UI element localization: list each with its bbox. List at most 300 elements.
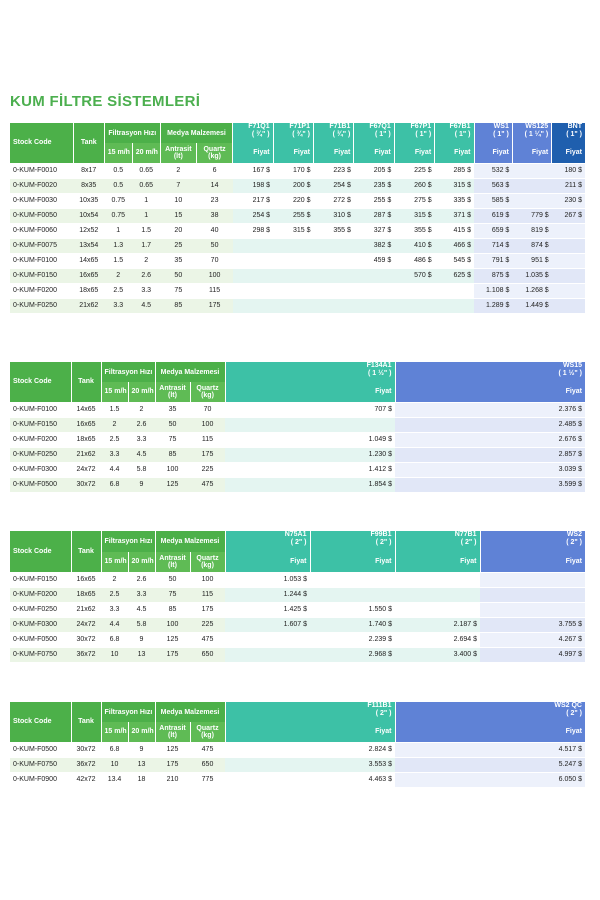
table-row xyxy=(10,253,585,268)
valve-size: ( 1" ) xyxy=(375,131,391,138)
price-cell: 1.740 $ xyxy=(310,617,395,632)
price-cell: 1.230 $ xyxy=(225,447,395,462)
speed-20-cell: 3.3 xyxy=(128,587,155,602)
valve-name: F67Q1 xyxy=(369,123,391,130)
stock-code-cell: 0-KUM-F0250 xyxy=(10,447,71,462)
price-cell xyxy=(395,587,480,602)
price-cell: 255 $ xyxy=(354,193,394,208)
price-cell: 4.997 $ xyxy=(480,647,585,662)
valve-size: ( 1 ¼" ) xyxy=(524,131,549,138)
price-cell: 6.050 $ xyxy=(395,772,585,787)
valve-name: F71Q1 xyxy=(248,123,270,130)
price-cell: 563 $ xyxy=(474,178,512,193)
antrasit-cell: 20 xyxy=(160,223,196,238)
price-cell: 217 $ xyxy=(233,193,273,208)
quartz-label: Quartz xyxy=(196,384,219,392)
header-speed-20: 20 m/h xyxy=(128,722,155,742)
price-cell xyxy=(394,283,434,298)
speed-15-cell: 6.8 xyxy=(101,742,128,757)
valve-name: F111B1 xyxy=(367,702,392,709)
price-cell: 315 $ xyxy=(273,223,313,238)
header-price: Fiyat xyxy=(310,552,395,572)
speed-15-cell: 2.5 xyxy=(104,283,132,298)
valve-size: ( 1 ½" ) xyxy=(558,370,582,377)
quartz-unit: (kg) xyxy=(201,731,214,739)
table-row xyxy=(10,298,585,313)
price-cell xyxy=(233,298,273,313)
header-price: Fiyat xyxy=(480,552,585,572)
price-cell xyxy=(395,602,480,617)
header-valve-2 xyxy=(313,123,353,143)
antrasit-cell: 175 xyxy=(155,757,190,772)
antrasit-unit: (lt) xyxy=(168,391,177,399)
valve-name: F67P1 xyxy=(410,123,432,130)
price-cell: 875 $ xyxy=(474,268,512,283)
price-cell: 791 $ xyxy=(474,253,512,268)
price-cell: 327 $ xyxy=(354,223,394,238)
price-cell xyxy=(354,283,394,298)
speed-20-cell: 4.5 xyxy=(132,298,160,313)
table-row xyxy=(10,572,585,587)
header-price: Fiyat xyxy=(395,382,585,402)
price-cell xyxy=(273,238,313,253)
valve-size: ( 2" ) xyxy=(290,539,307,546)
header-tank: Tank xyxy=(73,123,104,163)
table-row xyxy=(10,283,585,298)
header-tank: Tank xyxy=(71,702,101,742)
price-cell xyxy=(354,298,394,313)
table-row xyxy=(10,208,585,223)
stock-code-cell: 0-KUM-F0750 xyxy=(10,757,71,772)
header-valve-3 xyxy=(480,531,585,552)
price-cell: 3.599 $ xyxy=(395,477,585,492)
quartz-cell: 475 xyxy=(190,742,225,757)
price-cell: 3.755 $ xyxy=(480,617,585,632)
antrasit-cell: 2 xyxy=(160,163,196,178)
price-cell xyxy=(552,298,585,313)
header-valve-1 xyxy=(273,123,313,143)
tank-cell: 8x17 xyxy=(73,163,104,178)
price-cell: 1.425 $ xyxy=(225,602,310,617)
price-cell: 205 $ xyxy=(354,163,394,178)
valve-name: WS2 QC xyxy=(554,702,582,709)
header-valve-7 xyxy=(512,123,551,143)
speed-15-cell: 4.4 xyxy=(101,462,128,477)
price-cell: 3.553 $ xyxy=(225,757,395,772)
price-cell xyxy=(313,268,353,283)
quartz-cell: 40 xyxy=(196,223,232,238)
price-cell: 1.449 $ xyxy=(512,298,551,313)
valve-size: ( 2" ) xyxy=(375,539,392,546)
price-cell xyxy=(225,632,310,647)
speed-15-cell: 3.3 xyxy=(101,447,128,462)
price-cell xyxy=(225,647,310,662)
tank-cell: 36x72 xyxy=(71,647,101,662)
speed-20-cell: 1 xyxy=(132,193,160,208)
price-cell xyxy=(233,253,273,268)
stock-code-cell: 0-KUM-F0500 xyxy=(10,632,71,647)
header-media: Medya Malzemesi xyxy=(160,123,233,143)
stock-code-cell: 0-KUM-F0100 xyxy=(10,253,73,268)
valve-size: ( 1" ) xyxy=(415,131,432,138)
antrasit-label: Antrasit xyxy=(165,145,192,153)
tank-cell: 24x72 xyxy=(71,617,101,632)
price-cell: 287 $ xyxy=(354,208,394,223)
price-cell xyxy=(313,238,353,253)
valve-name: WS125 xyxy=(525,123,549,130)
price-cell xyxy=(313,253,353,268)
price-cell xyxy=(273,268,313,283)
table-row xyxy=(10,757,585,772)
price-cell: 819 $ xyxy=(512,223,551,238)
header-speed-15: 15 m/h xyxy=(101,722,128,742)
header-media: Medya Malzemesi xyxy=(155,362,225,382)
stock-code-cell: 0-KUM-F0150 xyxy=(10,572,71,587)
price-cell: 225 $ xyxy=(394,163,434,178)
speed-20-cell: 3.3 xyxy=(132,283,160,298)
tank-cell: 14x65 xyxy=(73,253,104,268)
price-cell: 874 $ xyxy=(512,238,551,253)
header-speed-15: 15 m/h xyxy=(104,143,132,163)
price-cell: 1.412 $ xyxy=(225,462,395,477)
table-row xyxy=(10,223,585,238)
speed-15-cell: 0.75 xyxy=(104,208,132,223)
tank-cell: 13x54 xyxy=(73,238,104,253)
valve-name: F67B1 xyxy=(449,123,471,130)
header-stock-code: Stock Code xyxy=(10,123,73,163)
price-table-3 xyxy=(10,531,585,662)
table-row xyxy=(10,742,585,757)
table-row xyxy=(10,462,585,477)
antrasit-cell: 175 xyxy=(155,647,190,662)
tank-cell: 21x62 xyxy=(71,602,101,617)
price-cell: 382 $ xyxy=(354,238,394,253)
price-cell: 415 $ xyxy=(435,223,474,238)
quartz-cell: 23 xyxy=(196,193,232,208)
valve-size: ( 2" ) xyxy=(375,710,392,717)
price-cell xyxy=(480,587,585,602)
price-cell: 335 $ xyxy=(435,193,474,208)
tank-cell: 16x65 xyxy=(71,417,101,432)
speed-20-cell: 5.8 xyxy=(128,462,155,477)
price-cell xyxy=(313,283,353,298)
header-price: Fiyat xyxy=(395,722,585,742)
tank-cell: 14x65 xyxy=(71,402,101,417)
header-stock-code: Stock Code xyxy=(10,362,71,402)
speed-15-cell: 1.5 xyxy=(101,402,128,417)
valve-name: F71B1 xyxy=(329,123,351,130)
tank-cell: 18x65 xyxy=(71,432,101,447)
quartz-cell: 100 xyxy=(190,417,225,432)
price-cell xyxy=(310,572,395,587)
header-price: Fiyat xyxy=(395,552,480,572)
valve-size: ( 1" ) xyxy=(493,131,509,138)
speed-20-cell: 5.8 xyxy=(128,617,155,632)
speed-15-cell: 3.3 xyxy=(104,298,132,313)
header-valve-2 xyxy=(395,531,480,552)
stock-code-cell: 0-KUM-F0050 xyxy=(10,208,73,223)
quartz-cell: 100 xyxy=(196,268,232,283)
valve-size: ( ¾" ) xyxy=(332,131,351,138)
price-cell: 3.039 $ xyxy=(395,462,585,477)
speed-15-cell: 3.3 xyxy=(101,602,128,617)
price-cell: 619 $ xyxy=(474,208,512,223)
header-valve-0 xyxy=(225,702,395,722)
header-stock-code: Stock Code xyxy=(10,702,71,742)
header-filtration: Filtrasyon Hızı xyxy=(101,531,155,552)
stock-code-cell: 0-KUM-F0300 xyxy=(10,617,71,632)
header-price: Fiyat xyxy=(313,143,353,163)
price-cell: 2.694 $ xyxy=(395,632,480,647)
speed-20-cell: 0.65 xyxy=(132,178,160,193)
table-row xyxy=(10,447,585,462)
header-media: Medya Malzemesi xyxy=(155,702,225,722)
table-row xyxy=(10,602,585,617)
tank-cell: 18x65 xyxy=(71,587,101,602)
stock-code-cell: 0-KUM-F0030 xyxy=(10,193,73,208)
quartz-cell: 115 xyxy=(190,587,225,602)
price-cell xyxy=(512,178,551,193)
price-cell: 355 $ xyxy=(394,223,434,238)
price-cell: 310 $ xyxy=(313,208,353,223)
price-cell: 272 $ xyxy=(313,193,353,208)
antrasit-cell: 75 xyxy=(160,283,196,298)
price-cell xyxy=(395,572,480,587)
price-cell: 585 $ xyxy=(474,193,512,208)
speed-20-cell: 2.6 xyxy=(128,417,155,432)
header-speed-20: 20 m/h xyxy=(128,382,155,402)
header-tank: Tank xyxy=(71,362,101,402)
price-cell xyxy=(310,587,395,602)
stock-code-cell: 0-KUM-F0150 xyxy=(10,268,73,283)
price-cell: 211 $ xyxy=(552,178,585,193)
price-cell xyxy=(225,417,395,432)
tank-cell: 36x72 xyxy=(71,757,101,772)
price-cell: 5.247 $ xyxy=(395,757,585,772)
price-cell xyxy=(552,283,585,298)
antrasit-unit: (lt) xyxy=(173,152,183,160)
price-cell: 198 $ xyxy=(233,178,273,193)
price-cell: 2.485 $ xyxy=(395,417,585,432)
price-cell: 4.517 $ xyxy=(395,742,585,757)
stock-code-cell: 0-KUM-F0100 xyxy=(10,402,71,417)
stock-code-cell: 0-KUM-F0150 xyxy=(10,417,71,432)
header-price: Fiyat xyxy=(225,552,310,572)
antrasit-label: Antrasit xyxy=(159,724,186,732)
price-cell xyxy=(354,268,394,283)
price-cell: 459 $ xyxy=(354,253,394,268)
valve-size: ( 1 ½" ) xyxy=(367,370,392,377)
page-title: KUM FİLTRE SİSTEMLERİ xyxy=(10,93,201,110)
header-speed-20: 20 m/h xyxy=(132,143,160,163)
antrasit-cell: 25 xyxy=(160,238,196,253)
tank-cell: 12x52 xyxy=(73,223,104,238)
price-cell: 275 $ xyxy=(394,193,434,208)
stock-code-cell: 0-KUM-F0500 xyxy=(10,742,71,757)
antrasit-cell: 50 xyxy=(155,572,190,587)
price-cell xyxy=(233,238,273,253)
table-row xyxy=(10,647,585,662)
price-cell: 223 $ xyxy=(313,163,353,178)
price-cell: 779 $ xyxy=(512,208,551,223)
quartz-cell: 475 xyxy=(190,477,225,492)
speed-15-cell: 2.5 xyxy=(101,587,128,602)
tank-cell: 18x65 xyxy=(73,283,104,298)
header-price: Fiyat xyxy=(273,143,313,163)
price-cell: 410 $ xyxy=(394,238,434,253)
table-row xyxy=(10,432,585,447)
header-speed-20: 20 m/h xyxy=(128,552,155,572)
speed-20-cell: 9 xyxy=(128,632,155,647)
quartz-unit: (kg) xyxy=(208,152,221,160)
price-cell xyxy=(435,283,474,298)
price-cell: 1.607 $ xyxy=(225,617,310,632)
antrasit-cell: 7 xyxy=(160,178,196,193)
antrasit-cell: 100 xyxy=(155,462,190,477)
header-filtration: Filtrasyon Hızı xyxy=(104,123,160,143)
price-cell: 1.244 $ xyxy=(225,587,310,602)
tank-cell: 10x54 xyxy=(73,208,104,223)
speed-20-cell: 9 xyxy=(128,742,155,757)
antrasit-label: Antrasit xyxy=(159,554,186,562)
tank-cell: 30x72 xyxy=(71,742,101,757)
speed-20-cell: 1.5 xyxy=(132,223,160,238)
valve-size: ( ¾" ) xyxy=(292,131,310,138)
price-cell: 3.400 $ xyxy=(395,647,480,662)
price-cell: 4.463 $ xyxy=(225,772,395,787)
quartz-label: Quartz xyxy=(203,145,226,153)
price-cell: 1.108 $ xyxy=(474,283,512,298)
price-cell: 2.239 $ xyxy=(310,632,395,647)
quartz-unit: (kg) xyxy=(201,561,214,569)
header-quartz xyxy=(190,552,225,572)
header-price: Fiyat xyxy=(435,143,474,163)
tank-cell: 30x72 xyxy=(71,632,101,647)
speed-15-cell: 6.8 xyxy=(101,632,128,647)
speed-20-cell: 1 xyxy=(132,208,160,223)
speed-20-cell: 3.3 xyxy=(128,432,155,447)
speed-20-cell: 13 xyxy=(128,757,155,772)
tank-cell: 24x72 xyxy=(71,462,101,477)
price-cell: 315 $ xyxy=(394,208,434,223)
valve-name: WS15 xyxy=(562,362,582,369)
price-cell xyxy=(512,163,551,178)
price-cell: 4.267 $ xyxy=(480,632,585,647)
stock-code-cell: 0-KUM-F0250 xyxy=(10,602,71,617)
speed-15-cell: 1 xyxy=(104,223,132,238)
price-cell: 260 $ xyxy=(394,178,434,193)
speed-15-cell: 6.8 xyxy=(101,477,128,492)
speed-20-cell: 9 xyxy=(128,477,155,492)
price-cell xyxy=(552,253,585,268)
speed-15-cell: 2.5 xyxy=(101,432,128,447)
stock-code-cell: 0-KUM-F0200 xyxy=(10,587,71,602)
quartz-cell: 70 xyxy=(190,402,225,417)
quartz-cell: 50 xyxy=(196,238,232,253)
valve-size: ( 2" ) xyxy=(566,710,582,717)
price-cell: 2.187 $ xyxy=(395,617,480,632)
antrasit-cell: 210 xyxy=(155,772,190,787)
price-cell: 1.289 $ xyxy=(474,298,512,313)
price-cell xyxy=(273,283,313,298)
header-valve-0 xyxy=(233,123,273,143)
stock-code-cell: 0-KUM-F0200 xyxy=(10,283,73,298)
price-cell: 1.550 $ xyxy=(310,602,395,617)
quartz-cell: 115 xyxy=(196,283,232,298)
speed-15-cell: 10 xyxy=(101,647,128,662)
header-price: Fiyat xyxy=(394,143,434,163)
table-row xyxy=(10,163,585,178)
speed-20-cell: 2 xyxy=(128,402,155,417)
price-cell: 285 $ xyxy=(435,163,474,178)
quartz-label: Quartz xyxy=(196,724,219,732)
valve-name: F134A1 xyxy=(366,362,392,369)
antrasit-unit: (lt) xyxy=(168,731,177,739)
valve-size: ( 1" ) xyxy=(566,131,582,138)
stock-code-cell: 0-KUM-F0300 xyxy=(10,462,71,477)
price-cell xyxy=(273,253,313,268)
quartz-cell: 100 xyxy=(190,572,225,587)
antrasit-cell: 10 xyxy=(160,193,196,208)
tank-cell: 8x35 xyxy=(73,178,104,193)
speed-15-cell: 1.5 xyxy=(104,253,132,268)
header-quartz xyxy=(190,722,225,742)
speed-15-cell: 2 xyxy=(104,268,132,283)
table-row xyxy=(10,238,585,253)
price-cell: 180 $ xyxy=(552,163,585,178)
header-valve-8 xyxy=(552,123,585,143)
tank-cell: 21x62 xyxy=(71,447,101,462)
speed-15-cell: 0.5 xyxy=(104,178,132,193)
price-cell: 254 $ xyxy=(233,208,273,223)
speed-20-cell: 13 xyxy=(128,647,155,662)
price-cell: 532 $ xyxy=(474,163,512,178)
price-cell: 2.857 $ xyxy=(395,447,585,462)
header-price: Fiyat xyxy=(225,722,395,742)
valve-name: F99B1 xyxy=(370,531,392,538)
table-row xyxy=(10,402,585,417)
price-cell: 714 $ xyxy=(474,238,512,253)
price-cell: 230 $ xyxy=(552,193,585,208)
table-row xyxy=(10,587,585,602)
price-cell: 2.376 $ xyxy=(395,402,585,417)
price-cell: 2.968 $ xyxy=(310,647,395,662)
valve-name: N75A1 xyxy=(284,531,307,538)
header-valve-0 xyxy=(225,531,310,552)
header-valve-1 xyxy=(395,702,585,722)
antrasit-label: Antrasit xyxy=(159,384,186,392)
speed-20-cell: 2.6 xyxy=(128,572,155,587)
price-cell: 298 $ xyxy=(233,223,273,238)
stock-code-cell: 0-KUM-F0900 xyxy=(10,772,71,787)
valve-size: ( ¾" ) xyxy=(251,131,270,138)
speed-20-cell: 4.5 xyxy=(128,602,155,617)
price-cell: 707 $ xyxy=(225,402,395,417)
antrasit-cell: 35 xyxy=(155,402,190,417)
speed-20-cell: 1.7 xyxy=(132,238,160,253)
stock-code-cell: 0-KUM-F0750 xyxy=(10,647,71,662)
speed-20-cell: 2 xyxy=(132,253,160,268)
price-cell: 625 $ xyxy=(435,268,474,283)
speed-15-cell: 2 xyxy=(101,572,128,587)
valve-name: WS2 xyxy=(566,531,582,538)
price-cell: 545 $ xyxy=(435,253,474,268)
speed-15-cell: 1.3 xyxy=(104,238,132,253)
price-cell xyxy=(552,238,585,253)
valve-name: WS1 xyxy=(493,123,509,130)
quartz-cell: 175 xyxy=(196,298,232,313)
speed-15-cell: 4.4 xyxy=(101,617,128,632)
